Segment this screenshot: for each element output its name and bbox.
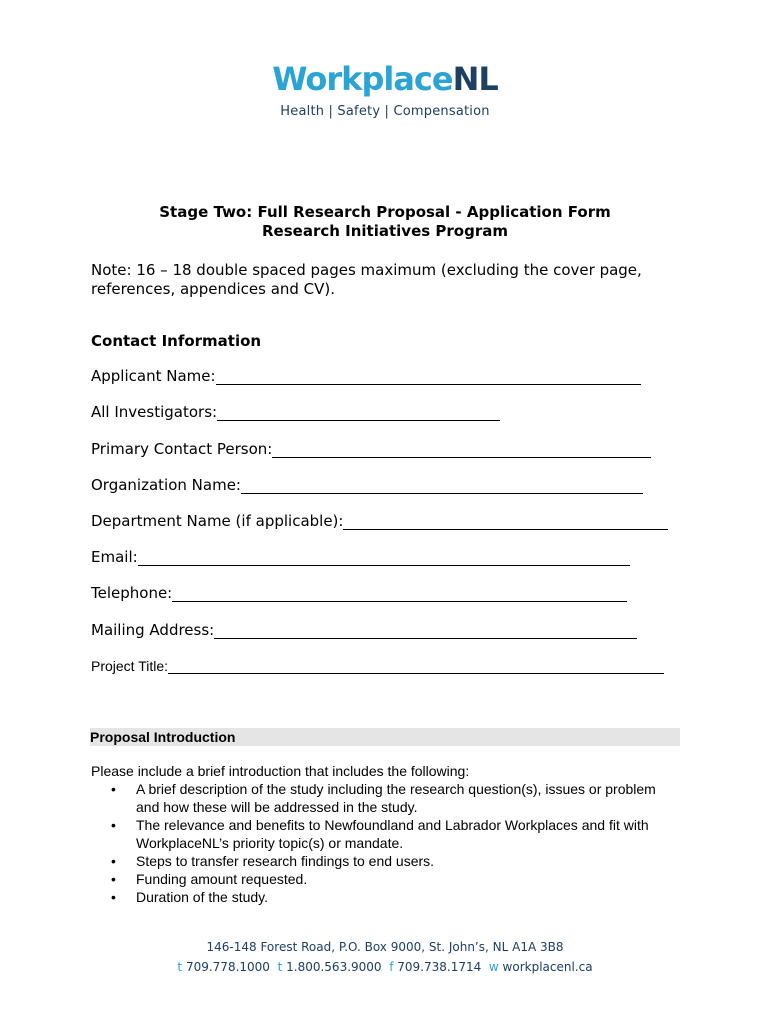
- applicant-name-field[interactable]: [91, 367, 641, 385]
- organization-name-label: Organization Name:: [91, 476, 241, 494]
- phone-number: 709.778.1000: [185, 960, 270, 974]
- intro-text: Please include a brief introduction that includes the following:: [91, 763, 470, 779]
- applicant-name-label: Applicant Name:: [91, 367, 216, 385]
- all-investigators-field[interactable]: [91, 403, 500, 421]
- list-item: • The relevance and benefits to Newfoundland and Labrador Workplaces and fit with WorkplaceNL’s priority topic(s) or mandate.: [91, 816, 681, 852]
- department-name-field[interactable]: [91, 512, 668, 530]
- list-item: • Steps to transfer research findings to end users.: [91, 852, 681, 870]
- department-name-label: Department Name (if applicable):: [91, 512, 344, 530]
- logo-tagline: Health | Safety | Compensation: [280, 104, 490, 119]
- mailing-address-line[interactable]: [214, 622, 637, 639]
- proposal-introduction-body: [91, 762, 681, 906]
- logo-wordmark: WorkplaceNL: [272, 60, 498, 98]
- page-limit-note: Note: 16 – 18 double spaced pages maximum (excluding the cover page, references, appendices and CV).: [91, 261, 642, 298]
- email-line[interactable]: [138, 549, 630, 566]
- proposal-introduction-heading: Proposal Introduction: [90, 728, 680, 746]
- footer-contacts: [0, 958, 770, 976]
- web-label: w: [488, 960, 499, 974]
- list-item: • A brief description of the study including the research question(s), issues or problem and how these will be addressed in the study.: [91, 780, 681, 816]
- tollfree-label: t: [277, 960, 283, 974]
- website-link[interactable]: workplacenl.ca: [502, 960, 593, 974]
- mailing-address-field[interactable]: [91, 621, 637, 639]
- primary-contact-label: Primary Contact Person:: [91, 440, 273, 458]
- organization-name-line[interactable]: [241, 477, 643, 494]
- fax-number: 709.738.1714: [397, 960, 482, 974]
- project-title-label: Project Title:: [91, 658, 169, 674]
- all-investigators-label: All Investigators:: [91, 403, 218, 421]
- applicant-name-line[interactable]: [216, 368, 641, 385]
- primary-contact-line[interactable]: [272, 441, 651, 458]
- project-title-line[interactable]: [168, 657, 664, 674]
- organization-name-field[interactable]: [91, 476, 643, 494]
- telephone-field[interactable]: [91, 584, 627, 602]
- contact-info-heading: Contact Information: [91, 332, 262, 350]
- fax-label: f: [389, 960, 394, 974]
- workplacenl-logo: [0, 60, 770, 119]
- tollfree-number: 1.800.563.9000: [286, 960, 382, 974]
- program-title: Research Initiatives Program: [262, 222, 508, 240]
- telephone-label: Telephone:: [91, 584, 173, 602]
- phone-label: t: [177, 960, 183, 974]
- footer-address: 146-148 Forest Road, P.O. Box 9000, St. John’s, NL A1A 3B8: [206, 940, 564, 954]
- telephone-line[interactable]: [172, 585, 627, 602]
- primary-contact-field[interactable]: [91, 440, 651, 458]
- list-item: • Duration of the study.: [91, 888, 681, 906]
- requirements-list: [91, 780, 681, 906]
- mailing-address-label: Mailing Address:: [91, 621, 215, 639]
- all-investigators-line[interactable]: [217, 404, 500, 421]
- email-label: Email:: [91, 548, 138, 566]
- project-title-field[interactable]: [91, 657, 664, 674]
- form-title: Stage Two: Full Research Proposal - Application Form: [159, 203, 611, 221]
- email-field[interactable]: [91, 548, 630, 566]
- department-name-line[interactable]: [343, 513, 668, 530]
- list-item: • Funding amount requested.: [91, 870, 681, 888]
